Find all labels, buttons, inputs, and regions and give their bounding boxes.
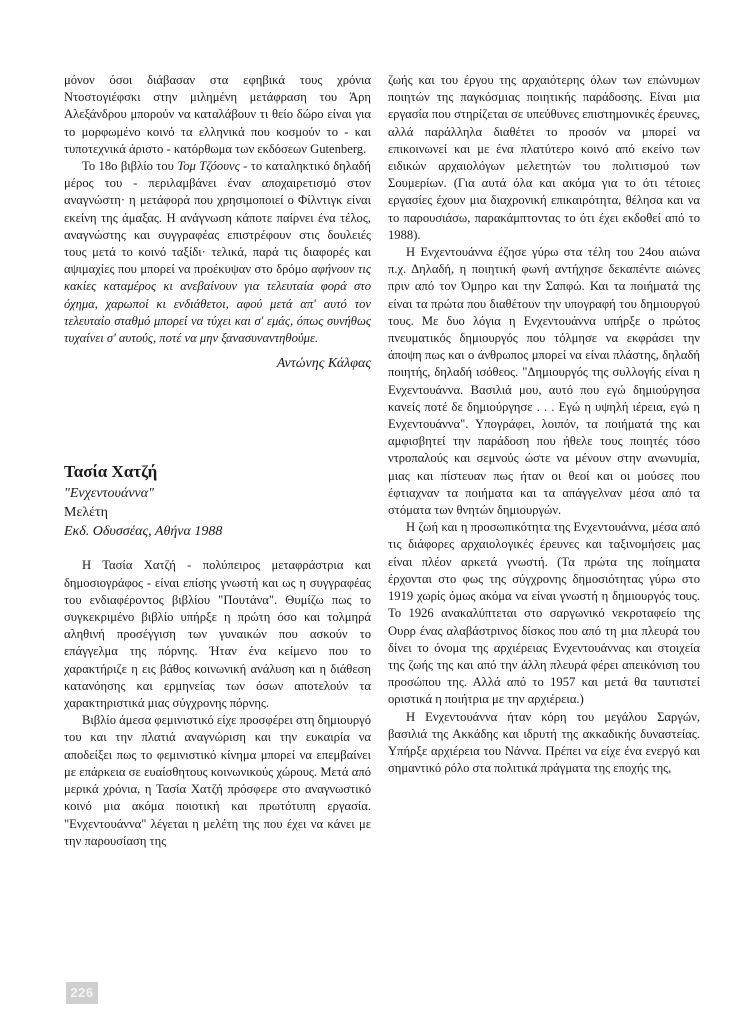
right-column — [388, 72, 700, 777]
paragraph — [64, 158, 371, 347]
paragraph: Η ζωή και η προσωπικότητα της Ενχεντουάννα, μέσα από τις διάφορες αρχαιολογικές έρευνες και ταξινομήσεις μας είναι πλέον αρκετά γνωστή. (Τα πρώτα της ποίηματα έρχονται στο φως της σύγχρονης δημοσιότητας γύρω στο 1919 χωρίς όμως ακόμα να είναι γνωστή η δημιουργός τους. Το 1926 ανακαλύπτεται στο σαργωνικό νεκροταφείο της Ουρρ ένας αλαβάστρινος δίσκος που από τη μια πλευρά του δίνει το όνομα της αρχιέρειας Ενχεντουάννας και στοιχεία της ζωής της και από την άλλη πλευρά φέρει απεικόνιση του προσώπου της. Αλλά από το 1957 και μετά θα ταυτιστεί οριστικά η ποιήτρια με την αρχιέρεια.) — [388, 520, 700, 707]
author-signature: Αντώνης Κάλφας — [276, 356, 371, 372]
paragraph: ζωής και του έργου της αρχαιότερης όλων των επώνυμων ποιητών της παγκόσμιας ποιητικής παράδοσης. Είναι μια εργασία που στηρίζεται σε υπεύθυνες επιστημονικές έρευνες, αλλά παράλληλα διαθέτει το προσόν να μπορεί να επικοινωνεί και με ένα πλατύτερο κοινό από εκείνο των ειδικών αρχαιολόγων μελετητών του πολιτισμού των Σουμερίων. (Για αυτά όλα και ακόμα για το ότι τέτοιες εργασίες έχουν μια διαχρονική επικαιρότητα, θέλησα και να το παρουσιάσω, παρακάμπτοντας το ότι έχει εκδοθεί από το 1988). — [388, 73, 700, 242]
paragraph-text: Το 18ο βιβλίο του — [82, 159, 178, 174]
paragraph: Η Τασία Χατζή - πολύπειρος μεταφράστρια και δημοσιογράφος - είναι επίσης γνωστή και ως η συγγραφέας του ενδιαφέροντος βιβλίου "Πουτάνα". Θυμίζω πως το συγκεκριμένο βιβλίο υπήρξε η πρώτη όσο και τολμηρά αληθινή προσέγγιση των γυναικών που ασκούν το επάγγελμα της πόρνης. Ήταν ένα κείμενο που το χαρακτήριζε η εις βάθος κοινωνική ανάλυση και η διάθεση κατανόησης και ερμηνείας των όσων αποτελούν τα χαρακτηριστικά μιας σύγχρονης πόρνης. — [64, 558, 371, 711]
quotation: αφήνουν τις κακίες καταμέρος κι ανεβαίνουν για τελευταία φορά στο όχημα, χαρωποί κι ενδιάθετοι, αφού μετά απ' αυτό τον τελευταίο σταθμό μπορεί να τύχει και σ' εμάς, όπως συνήθως τυχαίνει σ' αυτούς, ποτέ να μην ξανασυναντηθούμε. — [64, 262, 371, 346]
paragraph-text: - το καταληκτικό δηλαδή μέρος του - περιλαμβάνει έναν αποχαιρετισμό στον αναγνώστη· η μετάφορά που χρησιμοποιεί ο Φίλντιγκ είναι εκείνη της άμαξας. Η ανάγνωση κάποτε παίρνει ένα τέλος, αναγνώστης και συγγραφέας επιστρέφουν στις δουλειές τους μετά το κοινό ταξίδι· τελικά, παρά τις διαφορές και αψιμαχίες που μπορεί να προέκυψαν στο δρόμο — [64, 159, 371, 277]
novel-title: Τομ Τζόουνς — [177, 159, 240, 174]
left-column — [64, 72, 371, 850]
paragraph: Η Ενχεντουάννα ήταν κόρη του μεγάλου Σαργών, βασιλιά της Ακκάδης και ιδρυτή της ακκαδικής δυναστείας. Υπήρξε αρχιέρεια του Νάννα. Πρέπει να είχε ένα ενεργό και σημαντικό ρόλο στα πολιτικά πράγματα της εποχής της, — [388, 709, 700, 776]
book-header — [64, 462, 371, 541]
book-author: Τασία Χατζή — [64, 462, 158, 482]
paragraph: Βιβλίο άμεσα φεμινιστικό είχε προσφέρει στη δημιουργό του και την πλατιά αναγνώριση και την ευκαιρία να αποδείξει πως το φεμινιστικό κίνημα μπορεί να επεμβαίνει με επάρκεια σε ευαίσθητους κοινωνικούς χώρους. Μετά από μερικά χρόνια, η Τασία Χατζή πρόσφερε στο αναγνωστικό κοινό μια ακόμα ποιοτική και πρωτότυπη εργασία. "Ενχεντουάννα" λέγεται η μελέτη της που έχει να κάνει με την παρουσίαση της — [64, 713, 371, 848]
book-title: "Ενχεντουάννα" — [64, 486, 154, 502]
paragraph: μόνον όσοι διάβασαν στα εφηβικά τους χρόνια Ντοστογιέφσκι στην μιλημένη μετάφραση του Άρη Αλεξάνδρου μπορούν να καταλάβουν τι θείο δώρο είναι για το μορφωμένο κοινό τα ελληνικά που κοσμούν το - και τυποτεχνικά άριστο - κατόρθωμα των εκδόσεων Gutenberg. — [64, 73, 371, 156]
book-publisher: Εκδ. Οδυσσέας, Αθήνα 1988 — [64, 524, 223, 540]
paragraph: Η Ενχεντουάννα έζησε γύρω στα τέλη του 24ου αιώνα π.χ. Δηλαδή, η ποιητική φωνή αντήχησε δεκαπέντε αιώνες πριν από τον Όμηρο και την Σαπφώ. Και τα ποιήματά της είναι τα πρώτα που διαθέτουν την υπογραφή του δημιουργού τους. Με δυο λόγια η Ενχεντουάννα υπήρξε ο πρώτος πνευματικός δημιουργός που τόλμησε να εκφράσει την άποψη πως και ο άνθρωπος μπορεί να είναι πλάστης, δηλαδή ποιητής, δηλαδή ισόθεος. "Δημιουργός της συλλογής είναι η Ενχεντουάννα. Βασιλιά μου, αυτό που εγώ δημιούργησα κανείς ποτέ δε δημιούργησε . . . Εγώ η υψηλή ιέρεια, εγώ η Ενχεντουάννα". Υπογράφει, λοιπόν, τα ποιήματά της και αμφισβητεί την παράδοση που ήθελε τους ποιητές τόσο ντροπαλούς και σεμνούς ώστε να μένουν στην ανωνυμία, μιας και πίστευαν πως ήταν οι θεοί και οι μούσες που έφτιαχναν τα ποιήματα και τα απάγγελναν μέσα από τα στόματα των θνητών δημιουργών. — [388, 245, 700, 518]
page-number: 226 — [66, 982, 98, 1004]
book-genre: Μελέτη — [64, 505, 108, 521]
